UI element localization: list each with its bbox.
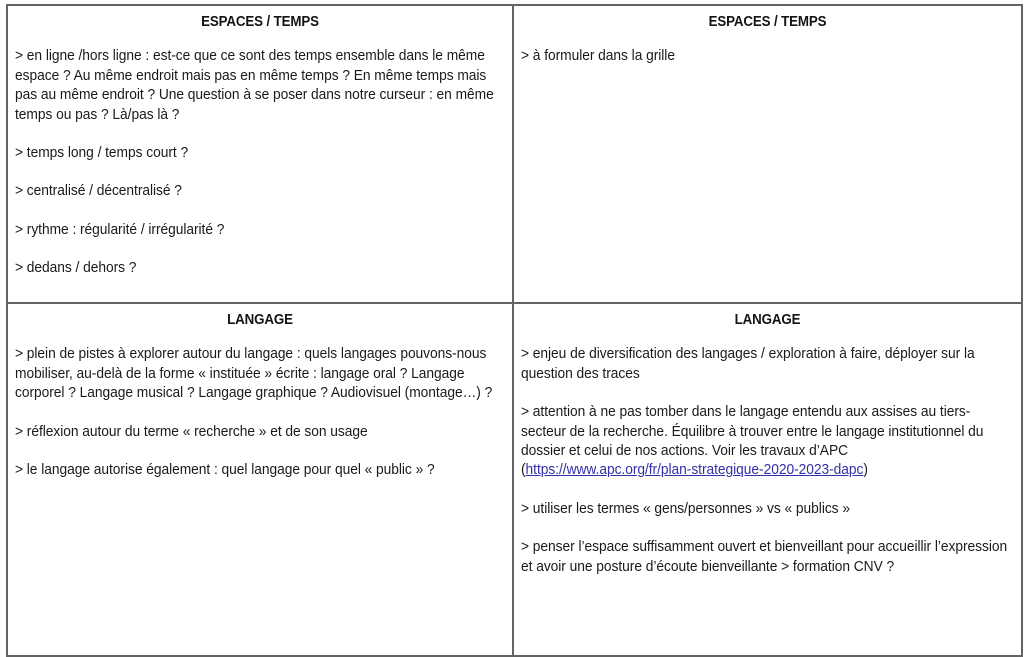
note-paragraph: > rythme : régularité / irrégularité ? bbox=[15, 221, 225, 238]
table-row bbox=[7, 5, 1022, 303]
note-paragraph-with-link bbox=[521, 403, 1014, 481]
paragraph-text-before-link: > attention à ne pas tomber dans le langage entendu aux assises au tiers-secteur de la recherche. Équilibre à trouver entre le langage institutionnel du dossier et celui de nos actions. Voir les travaux d’APC ( bbox=[521, 404, 984, 479]
cell-body bbox=[15, 345, 505, 480]
note-paragraph: > en ligne /hors ligne : est-ce que ce sont des temps ensemble dans le même espace ? Au même endroit mais pas en même temps ? En même temps mais pas au même endroit ? Une question à se poser dans notre curseur : en même temps ou pas ? Là/pas là ? bbox=[15, 48, 494, 123]
cell-langage-right bbox=[513, 303, 1022, 656]
cell-body bbox=[15, 47, 505, 278]
note-paragraph: > plein de pistes à explorer autour du langage : quels langages pouvons-nous mobiliser, au-delà de la forme « instituée » écrite : langage oral ? Langage corporel ? Langage musical ? Langage graphique ? Audiovisuel (montage…) ? bbox=[15, 346, 493, 402]
cell-title-langage-right: LANGAGE bbox=[734, 312, 801, 328]
cell-content bbox=[8, 304, 512, 655]
table-row bbox=[7, 303, 1022, 656]
note-paragraph: > à formuler dans la grille bbox=[521, 48, 675, 65]
notes-table bbox=[6, 4, 1023, 657]
cell-langage-left bbox=[7, 303, 513, 656]
apc-plan-strategique-link[interactable]: https://www.apc.org/fr/plan-strategique-2020-2023-dapc bbox=[525, 462, 864, 479]
cell-content bbox=[8, 6, 512, 302]
cell-content bbox=[514, 304, 1021, 655]
note-paragraph: > enjeu de diversification des langages / exploration à faire, déployer sur la question des traces bbox=[521, 346, 975, 382]
note-paragraph: > penser l’espace suffisamment ouvert et bienveillant pour accueillir l’expression et avoir une posture d’écoute bienveillante > formation CNV ? bbox=[521, 539, 1008, 575]
cell-body bbox=[521, 345, 1014, 577]
cell-title-langage-left: LANGAGE bbox=[227, 312, 293, 328]
cell-espaces-temps-left bbox=[7, 5, 513, 303]
table-body bbox=[7, 5, 1022, 656]
cell-title-espaces-temps-right: ESPACES / TEMPS bbox=[708, 14, 827, 30]
paragraph-text-after-link: ) bbox=[863, 462, 868, 479]
note-paragraph: > dedans / dehors ? bbox=[15, 260, 137, 277]
cell-title-espaces-temps-left: ESPACES / TEMPS bbox=[201, 14, 319, 30]
note-paragraph: > utiliser les termes « gens/personnes » vs « publics » bbox=[521, 500, 850, 517]
note-paragraph: > réflexion autour du terme « recherche » et de son usage bbox=[15, 423, 368, 440]
note-paragraph: > le langage autorise également : quel langage pour quel « public » ? bbox=[15, 462, 435, 479]
note-paragraph: > temps long / temps court ? bbox=[15, 145, 189, 162]
cell-espaces-temps-right bbox=[513, 5, 1022, 303]
cell-body bbox=[521, 47, 1014, 66]
note-paragraph: > centralisé / décentralisé ? bbox=[15, 183, 182, 200]
cell-content bbox=[514, 6, 1021, 302]
